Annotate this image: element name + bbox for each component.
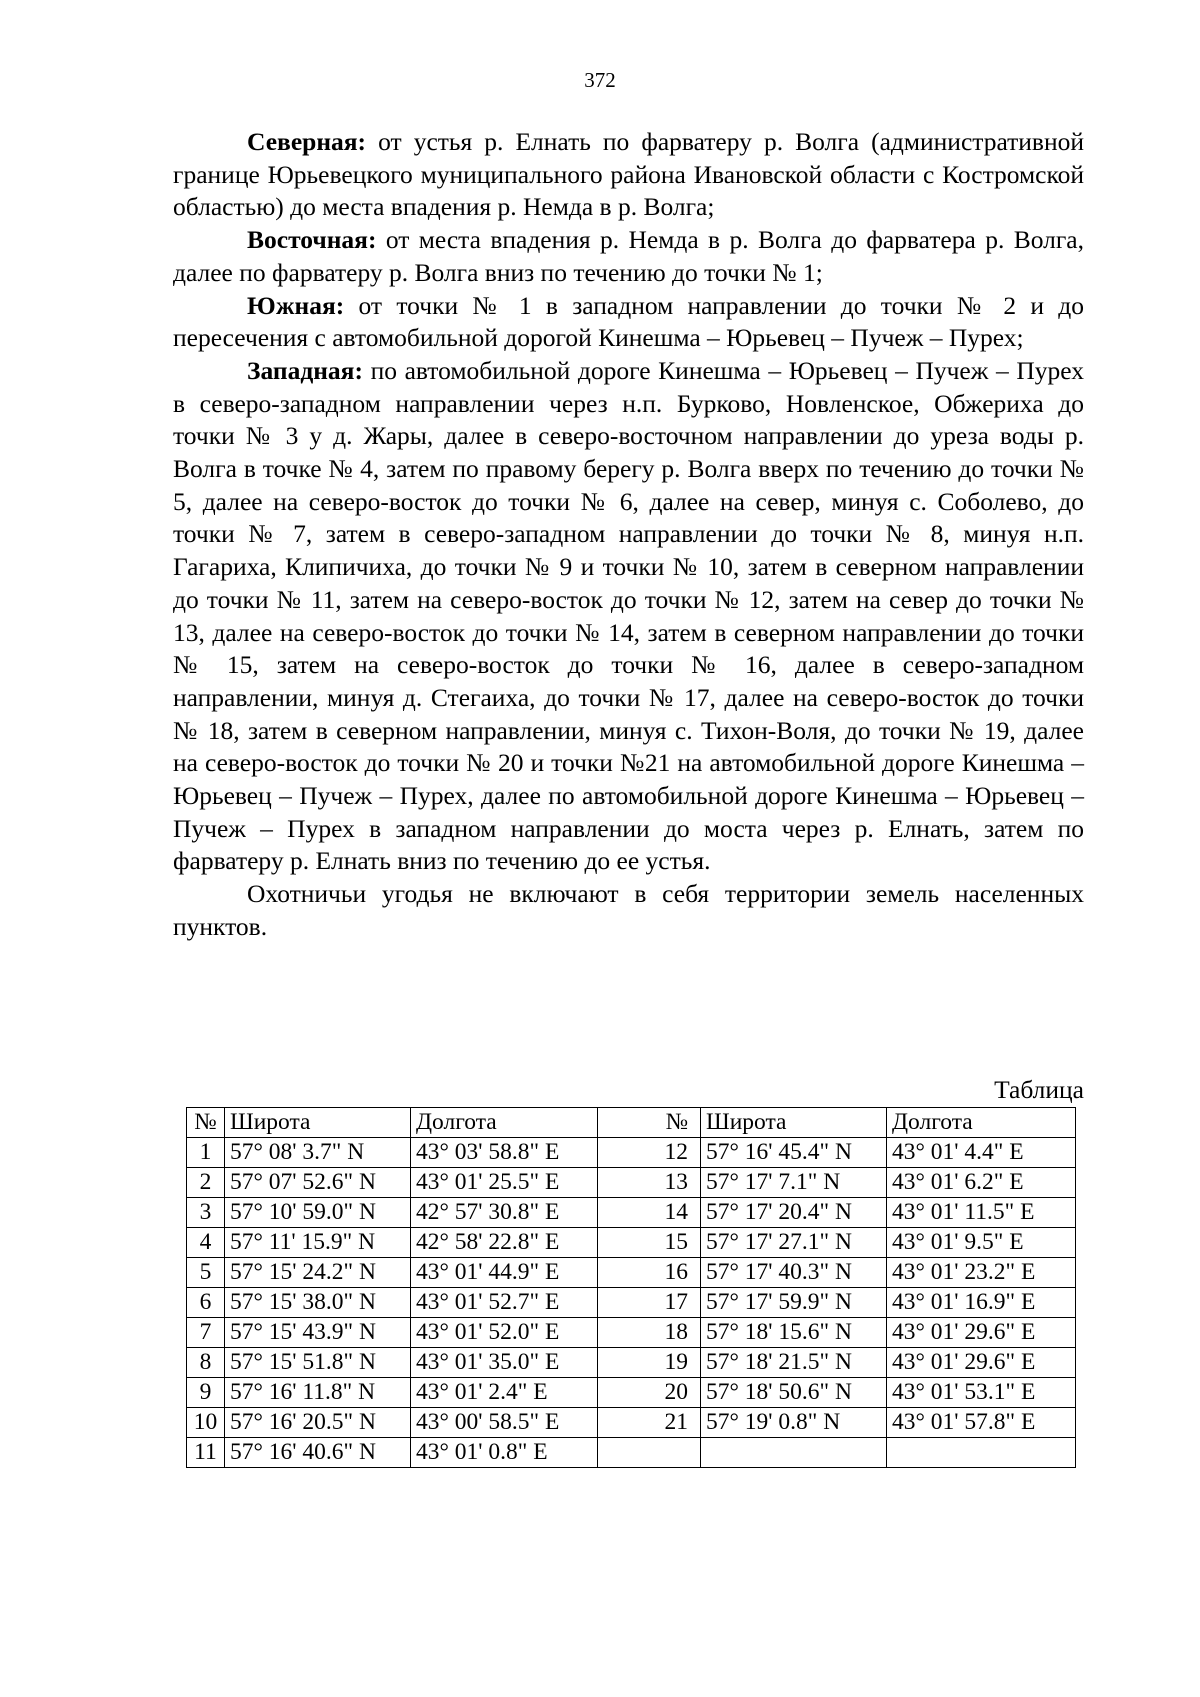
table-caption: Таблица [994, 1075, 1084, 1104]
cell-number: 7 [187, 1318, 225, 1348]
table-row [187, 1378, 1076, 1408]
cell-longitude: 42° 58' 22.8" E [411, 1228, 598, 1258]
table-row [187, 1198, 1076, 1228]
table-row [187, 1138, 1076, 1168]
cell-longitude: 43° 01' 9.5" E [887, 1228, 1076, 1258]
paragraph-text: от точки № 1 в западном направлении до точки № 2 и до пересечения с автомобильной дорогой Кинешма – Юрьевец – Пучеж – Пурех; [173, 290, 1084, 353]
header-latitude: Широта [701, 1108, 887, 1138]
cell-latitude: 57° 18' 50.6" N [701, 1378, 887, 1408]
cell-latitude: 57° 07' 52.6" N [225, 1168, 411, 1198]
cell-longitude: 43° 01' 35.0" E [411, 1348, 598, 1378]
body-text [173, 126, 1084, 944]
cell-longitude: 43° 01' 4.4" E [887, 1138, 1076, 1168]
cell-latitude: 57° 15' 51.8" N [225, 1348, 411, 1378]
cell-longitude: 43° 01' 0.8" E [411, 1438, 598, 1468]
cell-number: 5 [187, 1258, 225, 1288]
cell-latitude: 57° 17' 40.3" N [701, 1258, 887, 1288]
cell-latitude: 57° 17' 59.9" N [701, 1288, 887, 1318]
table-row [187, 1258, 1076, 1288]
cell-latitude: 57° 15' 38.0" N [225, 1288, 411, 1318]
cell-number: 6 [187, 1288, 225, 1318]
cell-latitude: 57° 11' 15.9" N [225, 1228, 411, 1258]
cell-longitude [887, 1438, 1076, 1468]
paragraph-east [173, 224, 1084, 289]
cell-latitude: 57° 17' 27.1" N [701, 1228, 887, 1258]
table-row [187, 1318, 1076, 1348]
cell-latitude: 57° 17' 7.1" N [701, 1168, 887, 1198]
cell-number: 14 [598, 1198, 701, 1228]
cell-longitude: 43° 01' 29.6" E [887, 1318, 1076, 1348]
table-row [187, 1438, 1076, 1468]
cell-number: 16 [598, 1258, 701, 1288]
cell-longitude: 43° 01' 16.9" E [887, 1288, 1076, 1318]
cell-longitude: 43° 01' 53.1" E [887, 1378, 1076, 1408]
paragraph-text: по автомобильной дороге Кинешма – Юрьевец – Пучеж – Пурех в северо-западном направлении через н.п. Бурково, Новленское, Обжериха до точки № 3 у д. Жары, далее в северо-восточном направлении до уреза воды р. Волга в точке № 4, затем по правому берегу р. Волга вверх по течению до точки № 5, далее на северо-восток до точки № 6, далее на север, минуя с. Соболево, до точки № 7, затем в северо-западном направлении до точки № 8, минуя н.п. Гагариха, Клипичиха, до точки № 9 и точки № 10, затем в северном направлении до точки № 11, затем на северо-восток до точки № 12, затем на север до точки № 13, далее на северо-восток до точки № 14, затем в северном направлении до точки № 15, затем на северо-восток до точки № 16, далее в северо-западном направлении, минуя д. Стегаиха, до точки № 17, далее на северо-восток до точки № 18, затем в северном направлении, минуя с. Тихон-Воля, до точки № 19, далее на северо-восток до точки № 20 и точки №21 на автомобильной дороге Кинешма – Юрьевец – Пучеж – Пурех, далее по автомобильной дороге Кинешма – Юрьевец – Пучеж – Пурех в западном направлении до моста через р. Елнать, затем по фарватеру р. Елнать вниз по течению до ее устья. [173, 355, 1084, 876]
cell-longitude: 43° 01' 6.2" E [887, 1168, 1076, 1198]
cell-latitude: 57° 19' 0.8" N [701, 1408, 887, 1438]
cell-latitude: 57° 15' 43.9" N [225, 1318, 411, 1348]
paragraph-north [173, 126, 1084, 224]
cell-number: 15 [598, 1228, 701, 1258]
cell-longitude: 43° 00' 58.5" E [411, 1408, 598, 1438]
paragraph-label: Восточная: [247, 225, 377, 255]
paragraph-south [173, 290, 1084, 355]
cell-number [598, 1438, 701, 1468]
cell-latitude: 57° 16' 11.8" N [225, 1378, 411, 1408]
cell-latitude: 57° 18' 21.5" N [701, 1348, 887, 1378]
cell-longitude: 43° 01' 57.8" E [887, 1408, 1076, 1438]
cell-latitude: 57° 16' 40.6" N [225, 1438, 411, 1468]
cell-longitude: 43° 01' 44.9" E [411, 1258, 598, 1288]
cell-number: 2 [187, 1168, 225, 1198]
cell-number: 1 [187, 1138, 225, 1168]
cell-number: 11 [187, 1438, 225, 1468]
cell-number: 20 [598, 1378, 701, 1408]
cell-longitude: 43° 01' 29.6" E [887, 1348, 1076, 1378]
cell-number: 10 [187, 1408, 225, 1438]
table-body [187, 1138, 1076, 1468]
cell-number: 8 [187, 1348, 225, 1378]
cell-longitude: 43° 01' 2.4" E [411, 1378, 598, 1408]
cell-latitude [701, 1438, 887, 1468]
table-header-row [187, 1108, 1076, 1138]
cell-number: 9 [187, 1378, 225, 1408]
cell-number: 12 [598, 1138, 701, 1168]
cell-latitude: 57° 15' 24.2" N [225, 1258, 411, 1288]
cell-number: 4 [187, 1228, 225, 1258]
table-row [187, 1168, 1076, 1198]
cell-longitude: 43° 01' 25.5" E [411, 1168, 598, 1198]
table-row [187, 1288, 1076, 1318]
page-number: 372 [584, 68, 616, 92]
paragraph-label: Северная: [247, 127, 367, 156]
cell-latitude: 57° 08' 3.7" N [225, 1138, 411, 1168]
cell-number: 19 [598, 1348, 701, 1378]
cell-longitude: 43° 01' 23.2" E [887, 1258, 1076, 1288]
header-longitude: Долгота [887, 1108, 1076, 1138]
cell-latitude: 57° 18' 15.6" N [701, 1318, 887, 1348]
cell-latitude: 57° 10' 59.0" N [225, 1198, 411, 1228]
coordinates-table [186, 1107, 1076, 1468]
cell-number: 18 [598, 1318, 701, 1348]
cell-number: 3 [187, 1198, 225, 1228]
paragraph-label: Западная: [247, 355, 363, 385]
cell-longitude: 43° 03' 58.8" E [411, 1138, 598, 1168]
table-row [187, 1408, 1076, 1438]
cell-latitude: 57° 17' 20.4" N [701, 1198, 887, 1228]
cell-number: 21 [598, 1408, 701, 1438]
cell-longitude: 42° 57' 30.8" E [411, 1198, 598, 1228]
paragraph-note [173, 878, 1084, 943]
cell-latitude: 57° 16' 20.5" N [225, 1408, 411, 1438]
paragraph-west [173, 355, 1084, 878]
cell-number: 17 [598, 1288, 701, 1318]
table-row [187, 1348, 1076, 1378]
paragraph-text: от места впадения р. Немда в р. Волга до фарватера р. Волга, далее по фарватеру р. Волга вниз по течению до точки № 1; [173, 225, 1084, 287]
header-number: № [187, 1108, 225, 1138]
cell-longitude: 43° 01' 52.0" E [411, 1318, 598, 1348]
paragraph-text: от устья р. Елнать по фарватеру р. Волга (административной границе Юрьевецкого муниципального района Ивановской области с Костромской областью) до места впадения р. Немда в р. Волга; [173, 127, 1084, 222]
paragraph-label: Южная: [247, 290, 345, 320]
cell-latitude: 57° 16' 45.4" N [701, 1138, 887, 1168]
cell-longitude: 43° 01' 52.7" E [411, 1288, 598, 1318]
header-number: № [598, 1108, 701, 1138]
cell-number: 13 [598, 1168, 701, 1198]
header-latitude: Широта [225, 1108, 411, 1138]
cell-longitude: 43° 01' 11.5" E [887, 1198, 1076, 1228]
header-longitude: Долгота [411, 1108, 598, 1138]
table-row [187, 1228, 1076, 1258]
paragraph-text: Охотничьи угодья не включают в себя территории земель населенных пунктов. [173, 879, 1084, 941]
